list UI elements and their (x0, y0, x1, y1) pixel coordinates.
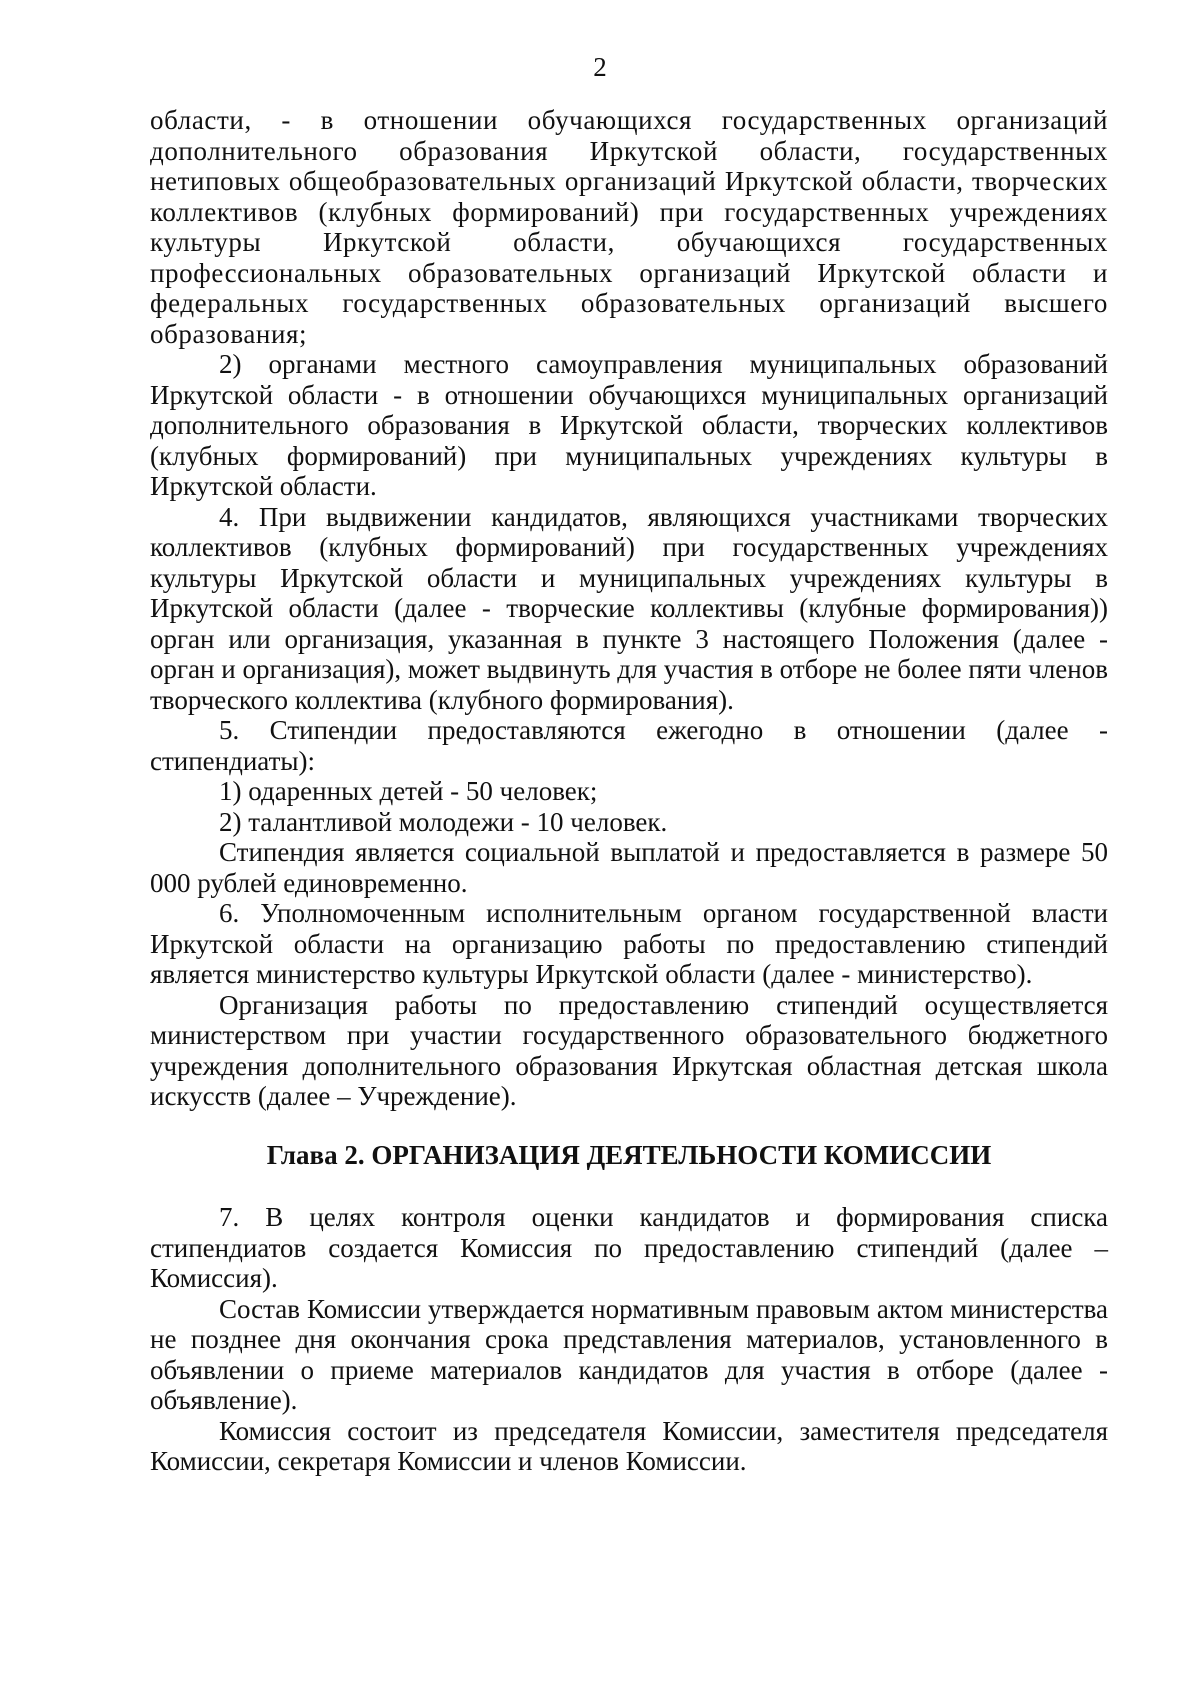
paragraph-point-5-stipends: 5. Стипендии предоставляются ежегодно в отношении (далее - стипендиаты): (150, 715, 1108, 776)
paragraph-point-6-authorized-body: 6. Уполномоченным исполнительным органом государственной власти Иркутской области на организацию работы по предоставлению стипендий является министерство культуры Иркутской области (далее - министерство). (150, 898, 1108, 989)
paragraph-commission-members: Комиссия состоит из председателя Комиссии, заместителя председателя Комиссии, секретаря Комиссии и членов Комиссии. (150, 1415, 1108, 1476)
paragraph-point-7-commission: 7. В целях контроля оценки кандидатов и формирования списка стипендиатов создается Комиссия по предоставлению стипендий (далее – Комиссия). (150, 1202, 1108, 1293)
chapter-heading: Глава 2. ОРГАНИЗАЦИЯ ДЕЯТЕЛЬНОСТИ КОМИССИИ (266, 1139, 992, 1170)
page-number: 2 (593, 52, 607, 82)
paragraph-talented-youth: 2) талантливой молодежи - 10 человек. (219, 806, 668, 837)
paragraph-gifted-children: 1) одаренных детей - 50 человек; (219, 776, 598, 806)
paragraph-point-4-nomination: 4. При выдвижении кандидатов, являющихся участниками творческих коллективов (клубных формирований) при государственных учреждениях культуры Иркутской области и муниципальных учреждениях культуры в Иркутской области (далее - творческие коллективы (клубные формирования)) орган или организация, указанная в пункте 3 настоящего Положения (далее - орган и организация), может выдвинуть для участия в отборе не более пяти членов творческого коллектива (клубного формирования). (150, 501, 1108, 715)
paragraph-organization-of-work: Организация работы по предоставлению стипендий осуществляется министерством при участии государственного образовательного бюджетного учреждения дополнительного образования Иркутская областная детская школа искусств (далее – Учреждение). (150, 989, 1108, 1111)
document-body (150, 105, 1108, 1477)
paragraph-continuation-regional-authorities: области, - в отношении обучающихся государственных организаций дополнительного образования Иркутской области, государственных нетиповых общеобразовательных организаций Иркутской области, творческих коллективов (клубных формирований) при государственных учреждениях культуры Иркутской области, обучающихся государственных профессиональных образовательных организаций Иркутской области и федеральных государственных образовательных организаций высшего образования; (150, 105, 1108, 349)
paragraph-stipend-amount: Стипендия является социальной выплатой и предоставляется в размере 50 000 рублей единовременно. (150, 837, 1108, 898)
paragraph-commission-composition: Состав Комиссии утверждается нормативным правовым актом министерства не позднее дня окончания срока представления материалов, установленного в объявлении о приеме материалов кандидатов для участия в отборе (далее - объявление). (150, 1293, 1108, 1415)
paragraph-item-2-local-authorities: 2) органами местного самоуправления муниципальных образований Иркутской области - в отношении обучающихся муниципальных организаций дополнительного образования в Иркутской области, творческих коллективов (клубных формирований) при муниципальных учреждениях культуры в Иркутской области. (150, 349, 1108, 501)
